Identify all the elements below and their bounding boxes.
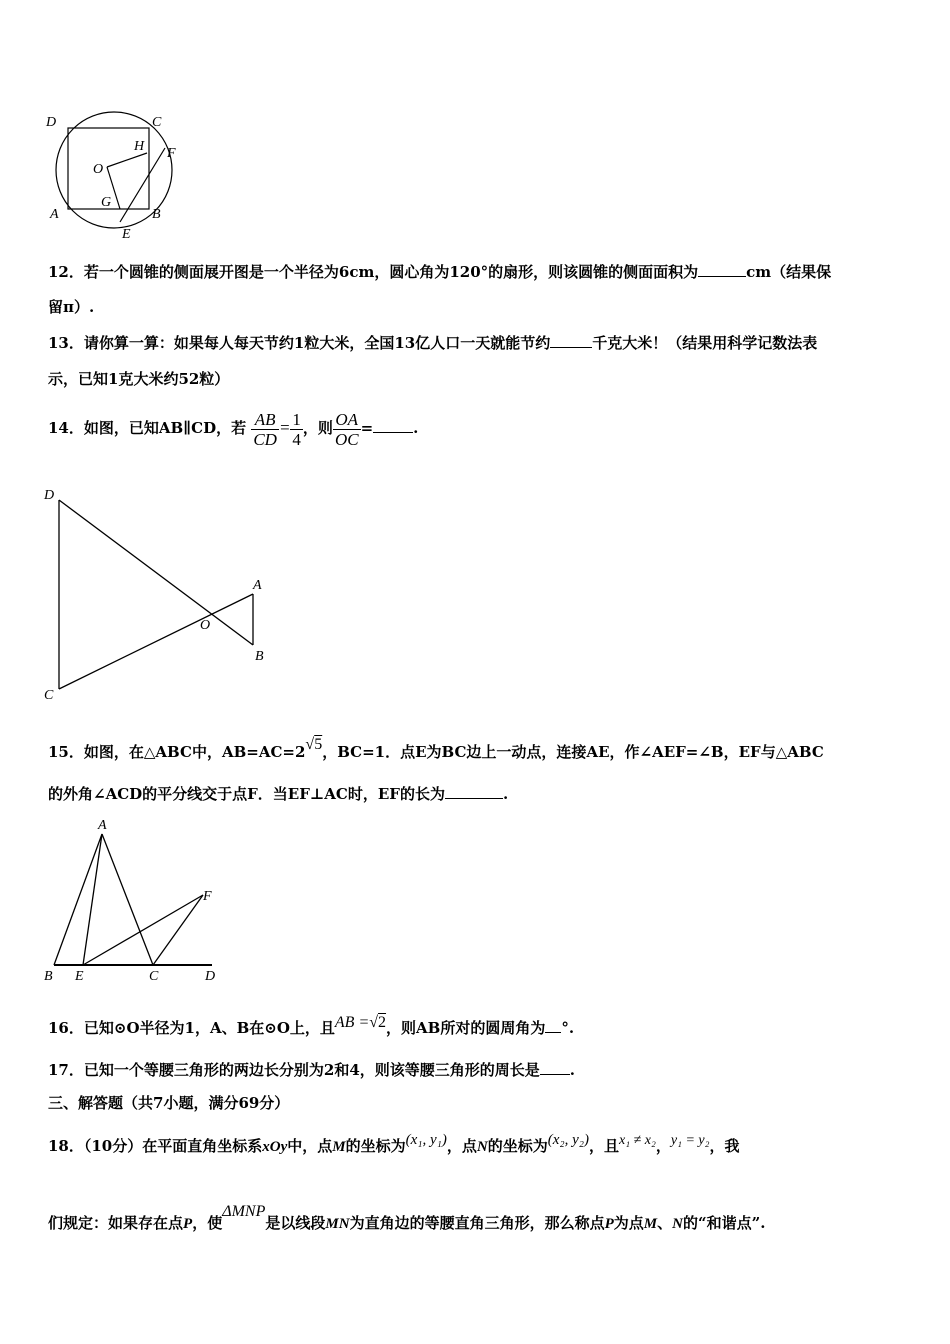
triangle-mnp: ΔMNP (222, 1203, 266, 1220)
label-a: A (98, 818, 107, 833)
condition-x: x₁ ≠ x₂ (619, 1133, 656, 1148)
label-o: O (200, 618, 211, 633)
answer-blank-14[interactable] (373, 418, 413, 433)
answer-blank-12[interactable] (698, 262, 746, 277)
label-b: B (255, 649, 264, 664)
label-e: E (122, 227, 131, 242)
answer-blank-17[interactable] (540, 1060, 570, 1075)
question-18-line1: 18．（10分）在平面直角坐标系xOy中，点M的坐标为(x₁, y₁)，点N的坐标为(x₂, y₂)，且x₁ ≠ x₂，y₁ = y₂，我 (48, 1132, 740, 1155)
fraction-ab-cd: $\frac{AB}{CD}$ (253, 409, 277, 449)
question-14: 14．如图，已知AB∥CD，若 $\frac{AB}{CD}$ = $\frac{1}{4}$ ，则 $\frac{OA}{OC}$ = . (48, 409, 419, 449)
segment-ef (83, 895, 203, 965)
figure-triangle-abc (40, 812, 230, 987)
question-15-line1: 15．如图，在△ABC中，AB=AC=2√5，BC=1．点E为BC边上一动点，连接AE，作∠AEF=∠B，EF与△ABC (48, 736, 824, 761)
label-d: D (44, 488, 55, 503)
sqrt-5: √5 (305, 736, 323, 753)
segment-ab (54, 834, 102, 965)
label-f: F (167, 146, 176, 161)
label-a: A (253, 578, 262, 593)
question-16: 16．已知⊙O半径为1，A、B在⊙O上，且AB =√2，则AB所对的圆周角为 °. (48, 1014, 575, 1037)
question-17: 17．已知一个等腰三角形的两边长分别为2和4，则该等腰三角形的周长是 . (48, 1061, 575, 1079)
label-g: G (101, 195, 112, 210)
sqrt-2: √2 (369, 1014, 387, 1031)
condition-y: y₁ = y₂ (670, 1133, 710, 1148)
label-c: C (152, 115, 162, 130)
answer-blank-15[interactable] (445, 784, 503, 799)
section-3-title: 三、解答题（共7小题，满分69分） (48, 1094, 290, 1112)
line-oh (107, 153, 147, 167)
label-e: E (75, 969, 84, 984)
segment-cf (153, 895, 203, 965)
question-18-line2: 们规定：如果存在点P，使ΔMNP是以线段MN为直角边的等腰直角三角形，那么称点P为点M、N的“和谐点”. (48, 1203, 766, 1232)
figure-circle-square (40, 110, 190, 245)
question-12-line2: 留π）. (48, 298, 95, 316)
label-d: D (46, 115, 57, 130)
label-b: B (44, 969, 53, 984)
question-13-line2: 示，已知1克大米约52粒） (48, 370, 230, 388)
label-c: C (149, 969, 159, 984)
segment-ca (59, 594, 253, 689)
segment-ac (102, 834, 153, 965)
coord-n: (x₂, y₂) (547, 1132, 589, 1148)
label-d: D (205, 969, 216, 984)
question-13-line1: 13．请你算一算：如果每人每天节约1粒大米，全国13亿人口一天就能节约 千克大米！（结果用科学记数法表 (48, 334, 818, 352)
segment-ae (83, 834, 102, 965)
label-h: H (134, 139, 145, 154)
math-ab-eq: AB = (334, 1014, 370, 1031)
coord-m: (x₁, y₁) (405, 1132, 447, 1148)
segment-db (59, 500, 253, 645)
label-f: F (203, 889, 212, 904)
figure-parallel-lines (40, 485, 280, 705)
label-c: C (44, 688, 54, 703)
fraction-oa-oc: $\frac{OA}{OC}$ (334, 409, 359, 449)
answer-blank-13[interactable] (550, 333, 592, 348)
label-a: A (50, 207, 59, 222)
question-12-line1: 12．若一个圆锥的侧面展开图是一个半径为6cm，圆心角为120°的扇形，则该圆锥的侧面面积为 cm（结果保 (48, 263, 832, 281)
fraction-one-quarter: $\frac{1}{4}$ (292, 409, 301, 449)
question-15-line2: 的外角∠ACD的平分线交于点F．当EF⊥AC时，EF的长为 . (48, 785, 509, 803)
label-o: O (93, 162, 104, 177)
label-b: B (152, 207, 161, 222)
answer-blank-16[interactable] (545, 1018, 561, 1033)
